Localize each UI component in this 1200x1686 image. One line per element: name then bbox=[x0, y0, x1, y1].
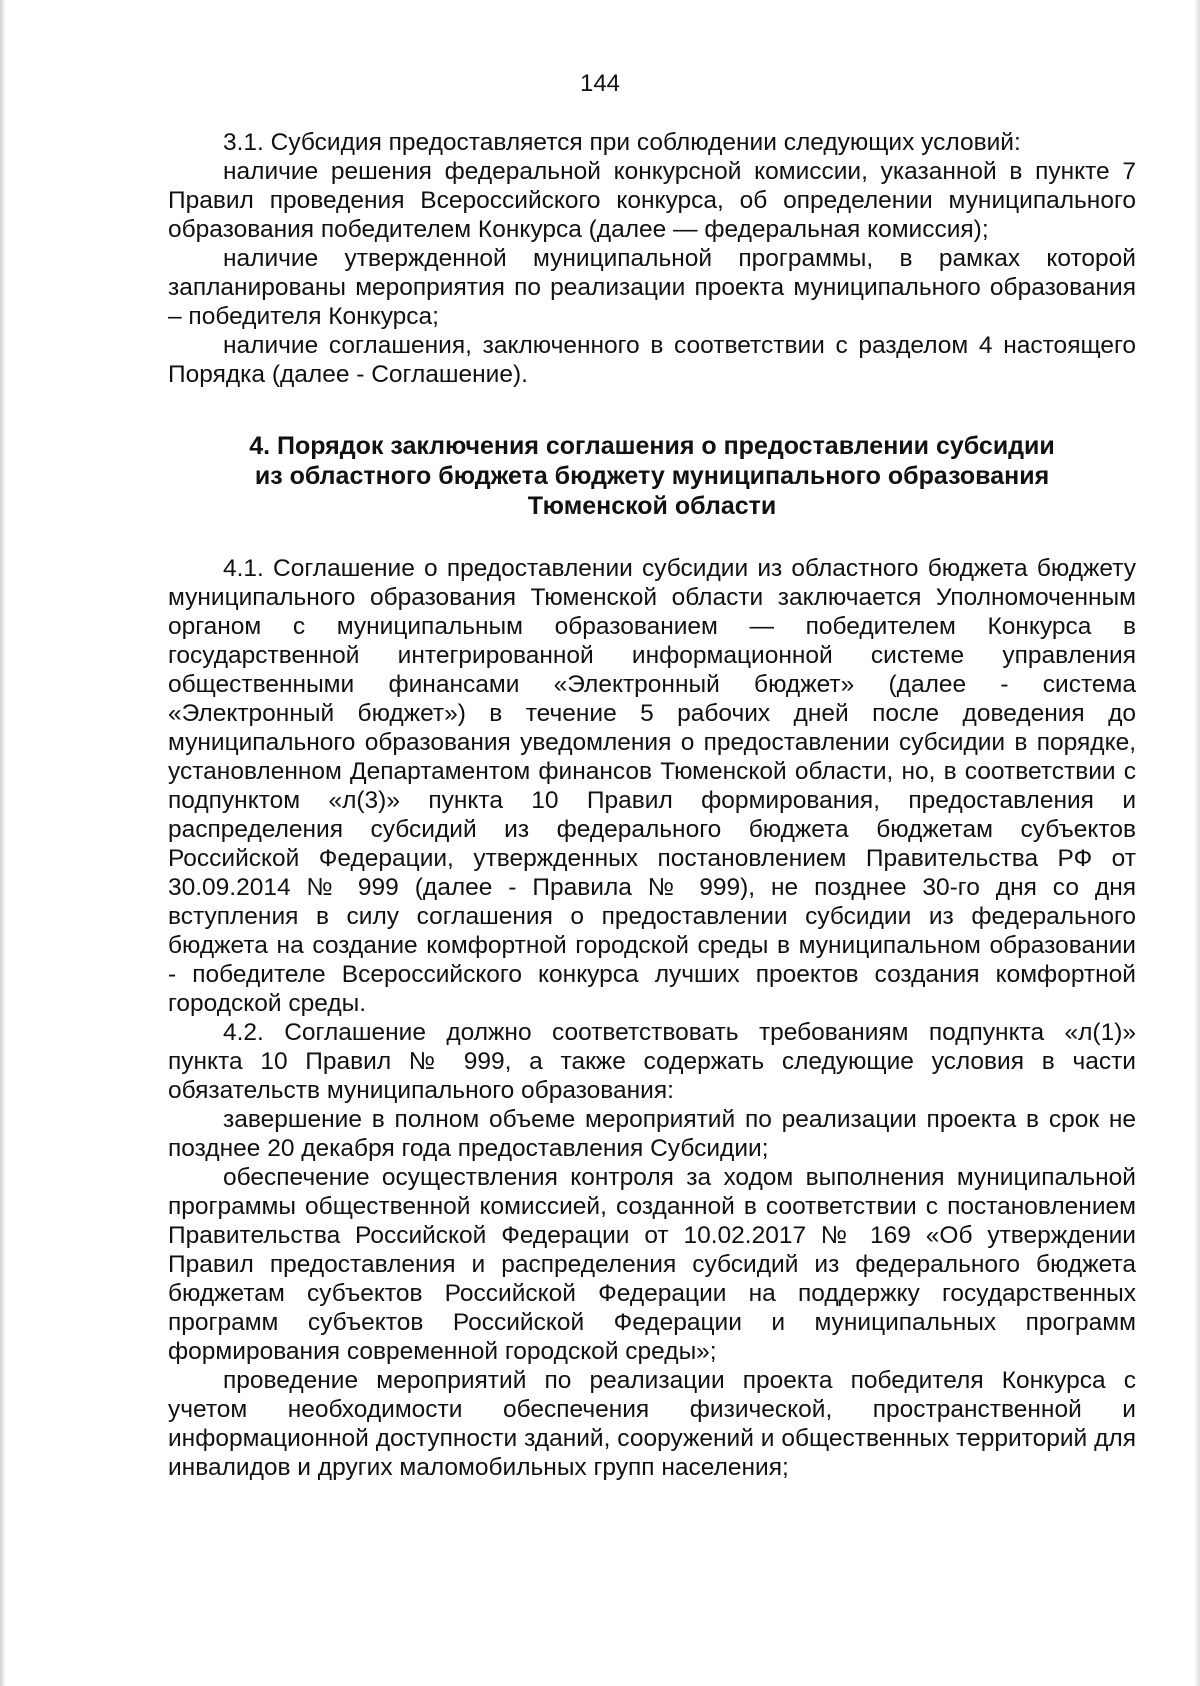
obligation-completion: завершение в полном объеме мероприятий по реализации проекта в срок не позднее 20 декабря года предоставления Субсидии; bbox=[168, 1106, 1136, 1162]
condition-federal-commission: наличие решения федеральной конкурсной комиссии, указанной в пункте 7 Правил проведения Всероссийского конкурса, об определении муниципального образования победителем Конкурса (далее — федеральная комиссия); bbox=[168, 158, 1136, 243]
paragraph-4-2: 4.2. Соглашение должно соответствовать требованиям подпункта «л(1)» пункта 10 Правил № 999, а также содержать следующие условия в части обязательств муниципального образования: bbox=[168, 1019, 1136, 1104]
condition-municipal-program: наличие утвержденной муниципальной программы, в рамках которой запланированы мероприятия по реализации проекта муниципального образования – победителя Конкурса; bbox=[168, 245, 1136, 330]
paragraph-4-1: 4.1. Соглашение о предоставлении субсидии из областного бюджета бюджету муниципального образования Тюменской области заключается Уполномоченным органом с муниципальным образованием — победителем Конкурса в государственной интегрированной информационной системе управления общественными финансами «Электронный бюджет» (далее - система «Электронный бюджет») в течение 5 рабочих дней после доведения до муниципального образования уведомления о предоставлении субсидии в порядке, установленном Департаментом финансов Тюменской области, но, в соответствии с подпунктом «л(3)» пункта 10 Правил формирования, предоставления и распределения субсидий из федерального бюджета бюджетам субъектов Российской Федерации, утвержденных постановлением Правительства РФ от 30.09.2014 № 999 (далее - Правила № 999), не позднее 30-го дня со дня вступления в силу соглашения о предоставлении субсидии из федерального бюджета на создание комфортной городской среды в муниципальном образовании - победителе Всероссийского конкурса лучших проектов создания комфортной городской среды. bbox=[168, 555, 1136, 1017]
obligation-accessibility: проведение мероприятий по реализации проекта победителя Конкурса с учетом необходимости обеспечения физической, пространственной и информационной доступности зданий, сооружений и общественных территорий для инвалидов и других маломобильных групп населения; bbox=[168, 1367, 1136, 1481]
condition-agreement: наличие соглашения, заключенного в соответствии с разделом 4 настоящего Порядка (далее - Соглашение). bbox=[168, 332, 1136, 388]
paragraph-3-1: 3.1. Субсидия предоставляется при соблюдении следующих условий: bbox=[223, 129, 1021, 156]
scan-edge-left bbox=[0, 0, 6, 1686]
page-number: 144 bbox=[579, 70, 621, 97]
document-body bbox=[168, 128, 1136, 1482]
section-4-heading-line-1: 4. Порядок заключения соглашения о предоставлении субсидии bbox=[249, 432, 1055, 460]
section-4-heading bbox=[168, 431, 1136, 521]
section-4-heading-line-2: из областного бюджета бюджету муниципального образования bbox=[254, 462, 1050, 490]
scan-edge-right bbox=[1194, 0, 1200, 1686]
section-4-heading-line-3: Тюменской области bbox=[527, 492, 777, 520]
obligation-control: обеспечение осуществления контроля за ходом выполнения муниципальной программы общественной комиссией, созданной в соответствии с постановлением Правительства Российской Федерации от 10.02.2017 № 169 «Об утверждении Правил предоставления и распределения субсидий из федерального бюджета бюджетам субъектов Российской Федерации на поддержку государственных программ субъектов Российской Федерации и муниципальных программ формирования современной городской среды»; bbox=[168, 1164, 1136, 1365]
